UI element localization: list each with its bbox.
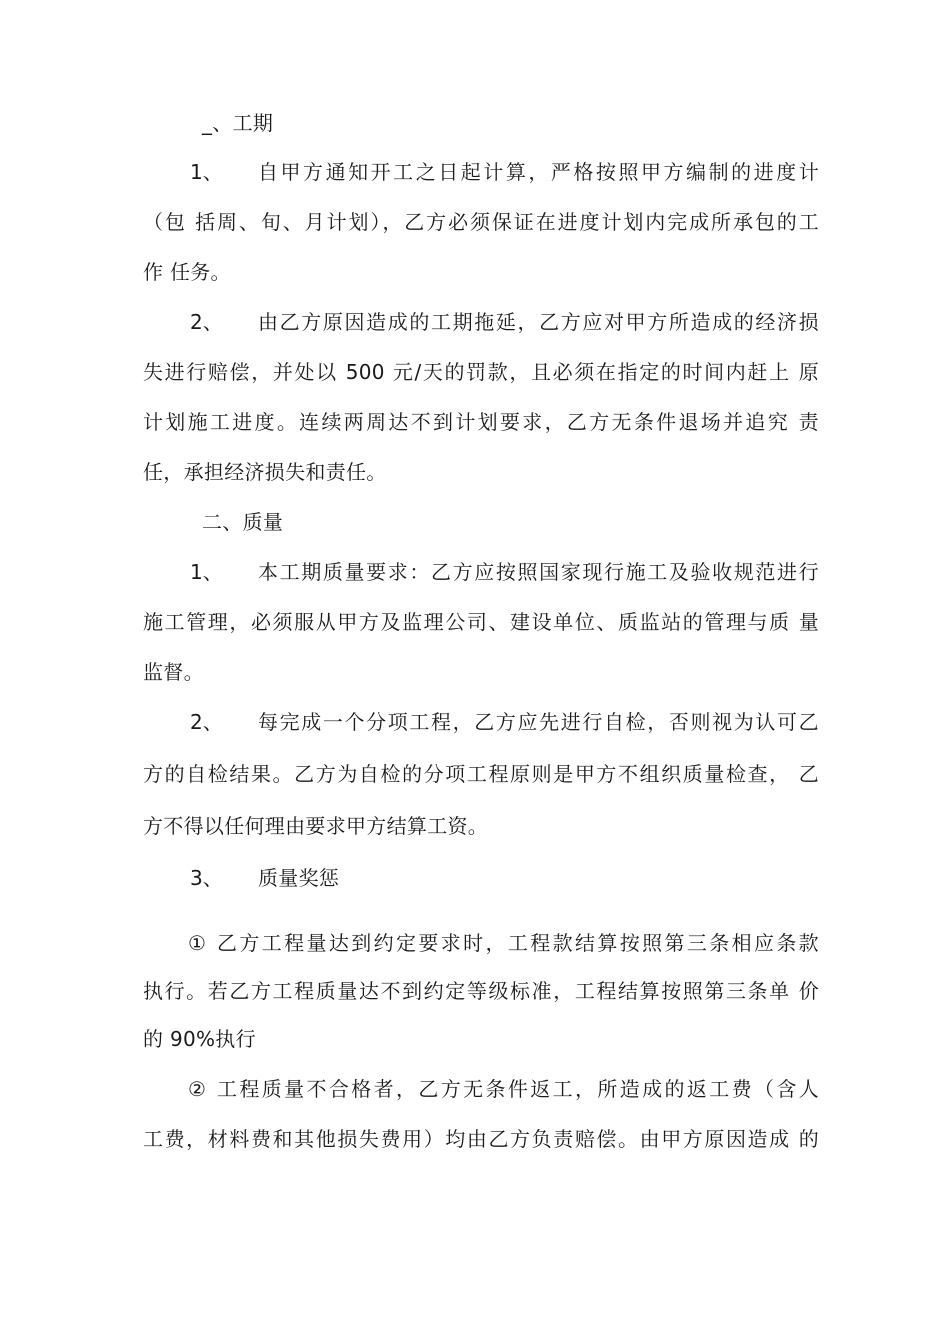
paragraph-line: 计划施工进度。连续两周达不到计划要求，乙方无条件退场并追究 责: [143, 410, 819, 434]
paragraph-line: 方的自检结果。乙方为自检的分项工程原则是甲方不组织质量检查， 乙: [143, 762, 819, 786]
paragraph-line: ① 乙方工程量达到约定要求时，工程款结算按照第三条相应条款: [188, 931, 819, 955]
paragraph-line: 任，承担经济损失和责任。: [143, 460, 387, 484]
section-heading-quality: 二、质量: [202, 510, 284, 534]
item-number: 3、: [190, 866, 223, 890]
item-number: 1、: [190, 160, 223, 184]
paragraph-line: 施工管理，必须服从甲方及监理公司、建设单位、质监站的管理与质 量: [143, 610, 819, 634]
paragraph-line: 质量奖惩: [258, 866, 340, 890]
paragraph-line: 的 90%执行: [143, 1027, 256, 1051]
paragraph-line: 工费，材料费和其他损失费用）均由乙方负责赔偿。由甲方原因造成 的: [143, 1127, 819, 1151]
paragraph-line: （包 括周、旬、月计划），乙方必须保证在进度计划内完成所承包的工: [143, 210, 819, 234]
paragraph-line: 执行。若乙方工程质量达不到约定等级标准，工程结算按照第三条单 价: [143, 979, 819, 1003]
paragraph-line: ② 工程质量不合格者，乙方无条件返工，所造成的返工费（含人: [188, 1077, 819, 1101]
paragraph-line: 方不得以任何理由要求甲方结算工资。: [143, 814, 489, 838]
paragraph-line: 自甲方通知开工之日起计算，严格按照甲方编制的进度计: [258, 160, 819, 184]
item-number: 2、: [190, 310, 223, 334]
paragraph-line: 由乙方原因造成的工期拖延，乙方应对甲方所造成的经济损: [258, 310, 819, 334]
item-number: 2、: [190, 710, 223, 734]
item-number: 1、: [190, 560, 223, 584]
paragraph-line: 每完成一个分项工程，乙方应先进行自检，否则视为认可乙: [258, 710, 819, 734]
section-heading-schedule: _、工期: [202, 111, 274, 135]
paragraph-line: 作 任务。: [143, 260, 231, 284]
paragraph-line: 失进行赔偿，并处以 500 元/天的罚款，且必须在指定的时间内赶上 原: [143, 360, 819, 384]
paragraph-line: 监督。: [143, 660, 204, 684]
paragraph-line: 本工期质量要求：乙方应按照国家现行施工及验收规范进行: [258, 560, 819, 584]
